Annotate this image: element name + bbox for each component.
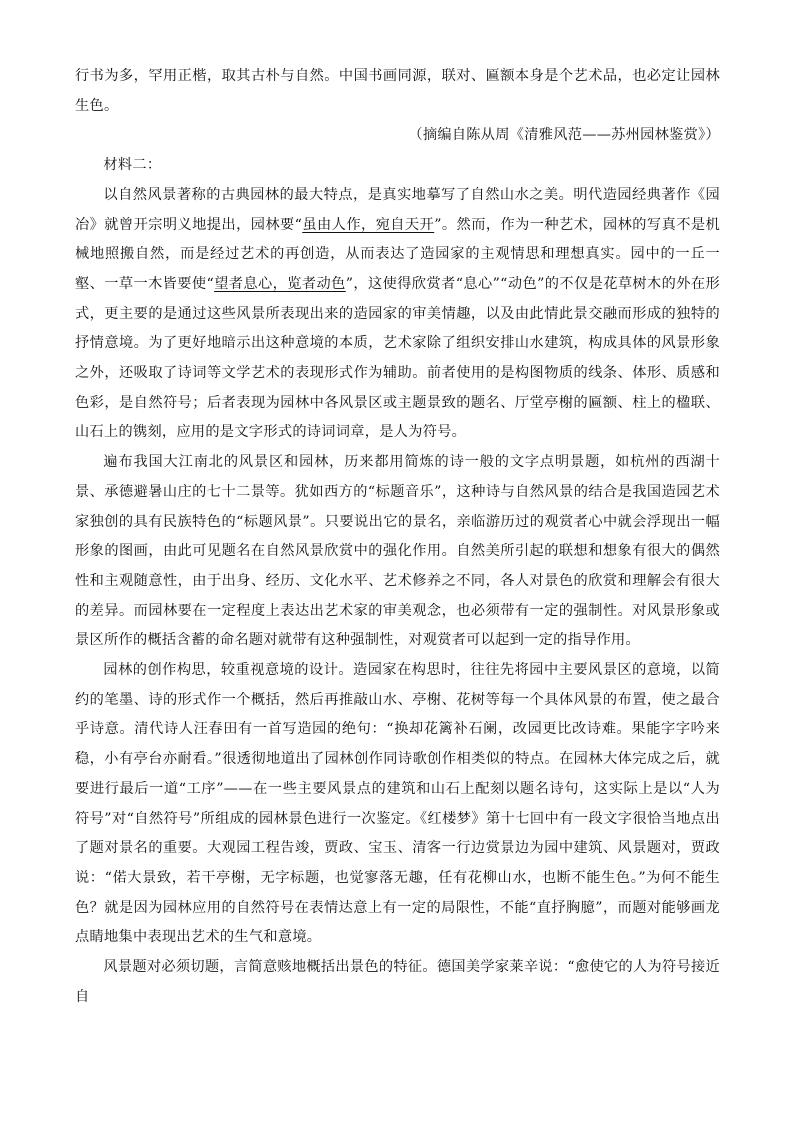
intro-continuation-paragraph: 行书为多，罕用正楷，取其古朴与自然。中国书画同源，联对、匾额本身是个艺术品，也必定让园林生色。 (75, 68, 720, 114)
paragraph-1 (75, 181, 720, 448)
source-citation: （摘编自陈从周《清雅风范——苏州园林鉴赏》） (408, 127, 720, 144)
paragraph-2: 遍布我国大江南北的风景区和园林，历来都用简炼的诗一般的文字点明景题，如杭州的西湖十景、承德避暑山庄的七十二景等。犹如西方的“标题音乐”，这种诗与自然风景的结合是我国造园艺术家独创的具有民族特色的“标题风景”。只要说出它的景名，亲临游历过的观赏者心中就会浮现出一幅形象的图画，由此可见题名在自然风景欣赏中的强化作用。自然美所引起的联想和想象有很大的偶然性和主观随意性，由于出身、经历、文化水平、艺术修养之不同，各人对景色的欣赏和理解会有很大的差异。而园林要在一定程度上表达出艺术家的审美观念，也必须带有一定的强制性。对风景形象或景区所作的概括含蓄的命名题对就带有这种强制性，对观赏者可以起到一定的指导作用。 (75, 454, 720, 649)
material-two-heading: 材料二： (103, 157, 162, 174)
paragraph-4: 风景题对必须切题，言简意赅地概括出景色的特征。德国美学家莱辛说：“愈使它的人为符号接近自 (75, 959, 720, 1005)
paragraph-3: 园林的创作构思，较重视意境的设计。造园家在构思时，往往先将园中主要风景区的意境，以简约的笔墨、诗的形式作一个概括，然后再推敲山水、亭榭、花树等每一个具体风景的布置，使之最合乎诗意。清代诗人汪春田有一首写造园的绝句：“换却花篱补石阑，改园更比改诗难。果能字字吟来稳，小有亭台亦耐看。”很透彻地道出了园林创作同诗歌创作相类似的特点。在园林大体完成之后，就要进行最后一道“工序”——在一些主要风景点的建筑和山石上配刻以题名诗句，这实际上是以“人为符号”对“自然符号”所组成的园林景色进行一次鉴定。《红楼梦》第十七回中有一段文字很恰当地点出了题对景名的重要。大观园工程告竣，贾政、宝玉、清客一行边赏景边为园中建筑、风景题对，贾政说：“偌大景致，若干亭榭，无字标题，也觉寥落无趣，任有花柳山水，也断不能生色。”为何不能生色？就是因为园林应用的自然符号在表情达意上有一定的局限性，不能“直抒胸臆”，而题对能够画龙点睛地集中表现出艺术的生气和意境。 (75, 662, 720, 946)
paragraph-1-part-b: ”。然而，作为一种艺术，园林的写真不是机械地照搬自然，而是经过艺术的再创造，从而表达了造园家的主观情思和理想真实。园中的一丘一壑、一草一木皆要使“ (75, 216, 721, 292)
underlined-quote-2: 望者息心，览者动色 (214, 275, 346, 292)
underlined-quote-1: 虽由人作，宛自天开 (302, 216, 435, 233)
paragraph-1-part-a: 以自然风景著称的古典园林的最大特点，是真实地摹写了自然山水之美。明代造园经典著作《园冶》就曾开宗明义地提出，园林要“ (75, 186, 720, 233)
paragraph-1-part-c: ”，这使得欣赏者“息心”“动色”的不仅是花草树木的外在形式，更主要的是通过这些风景所表现出来的造园家的审美情趣，以及由此情此景交融而形成的独特的抒情意境。为了更好地暗示出这种意境的本质，艺术家除了组织安排山水建筑，构成具体的风景形象之外，还吸取了诗词等文学艺术的表现形式作为辅助。前者使用的是构图物质的线条、体形、质感和色彩，是自然符号；后者表现为园林中各风景区或主题景致的题名、厅堂亭榭的匾额、柱上的楹联、山石上的镌刻，应用的是文字形式的诗词词章，是人为符号。 (75, 275, 720, 441)
document-body (75, 62, 720, 1013)
